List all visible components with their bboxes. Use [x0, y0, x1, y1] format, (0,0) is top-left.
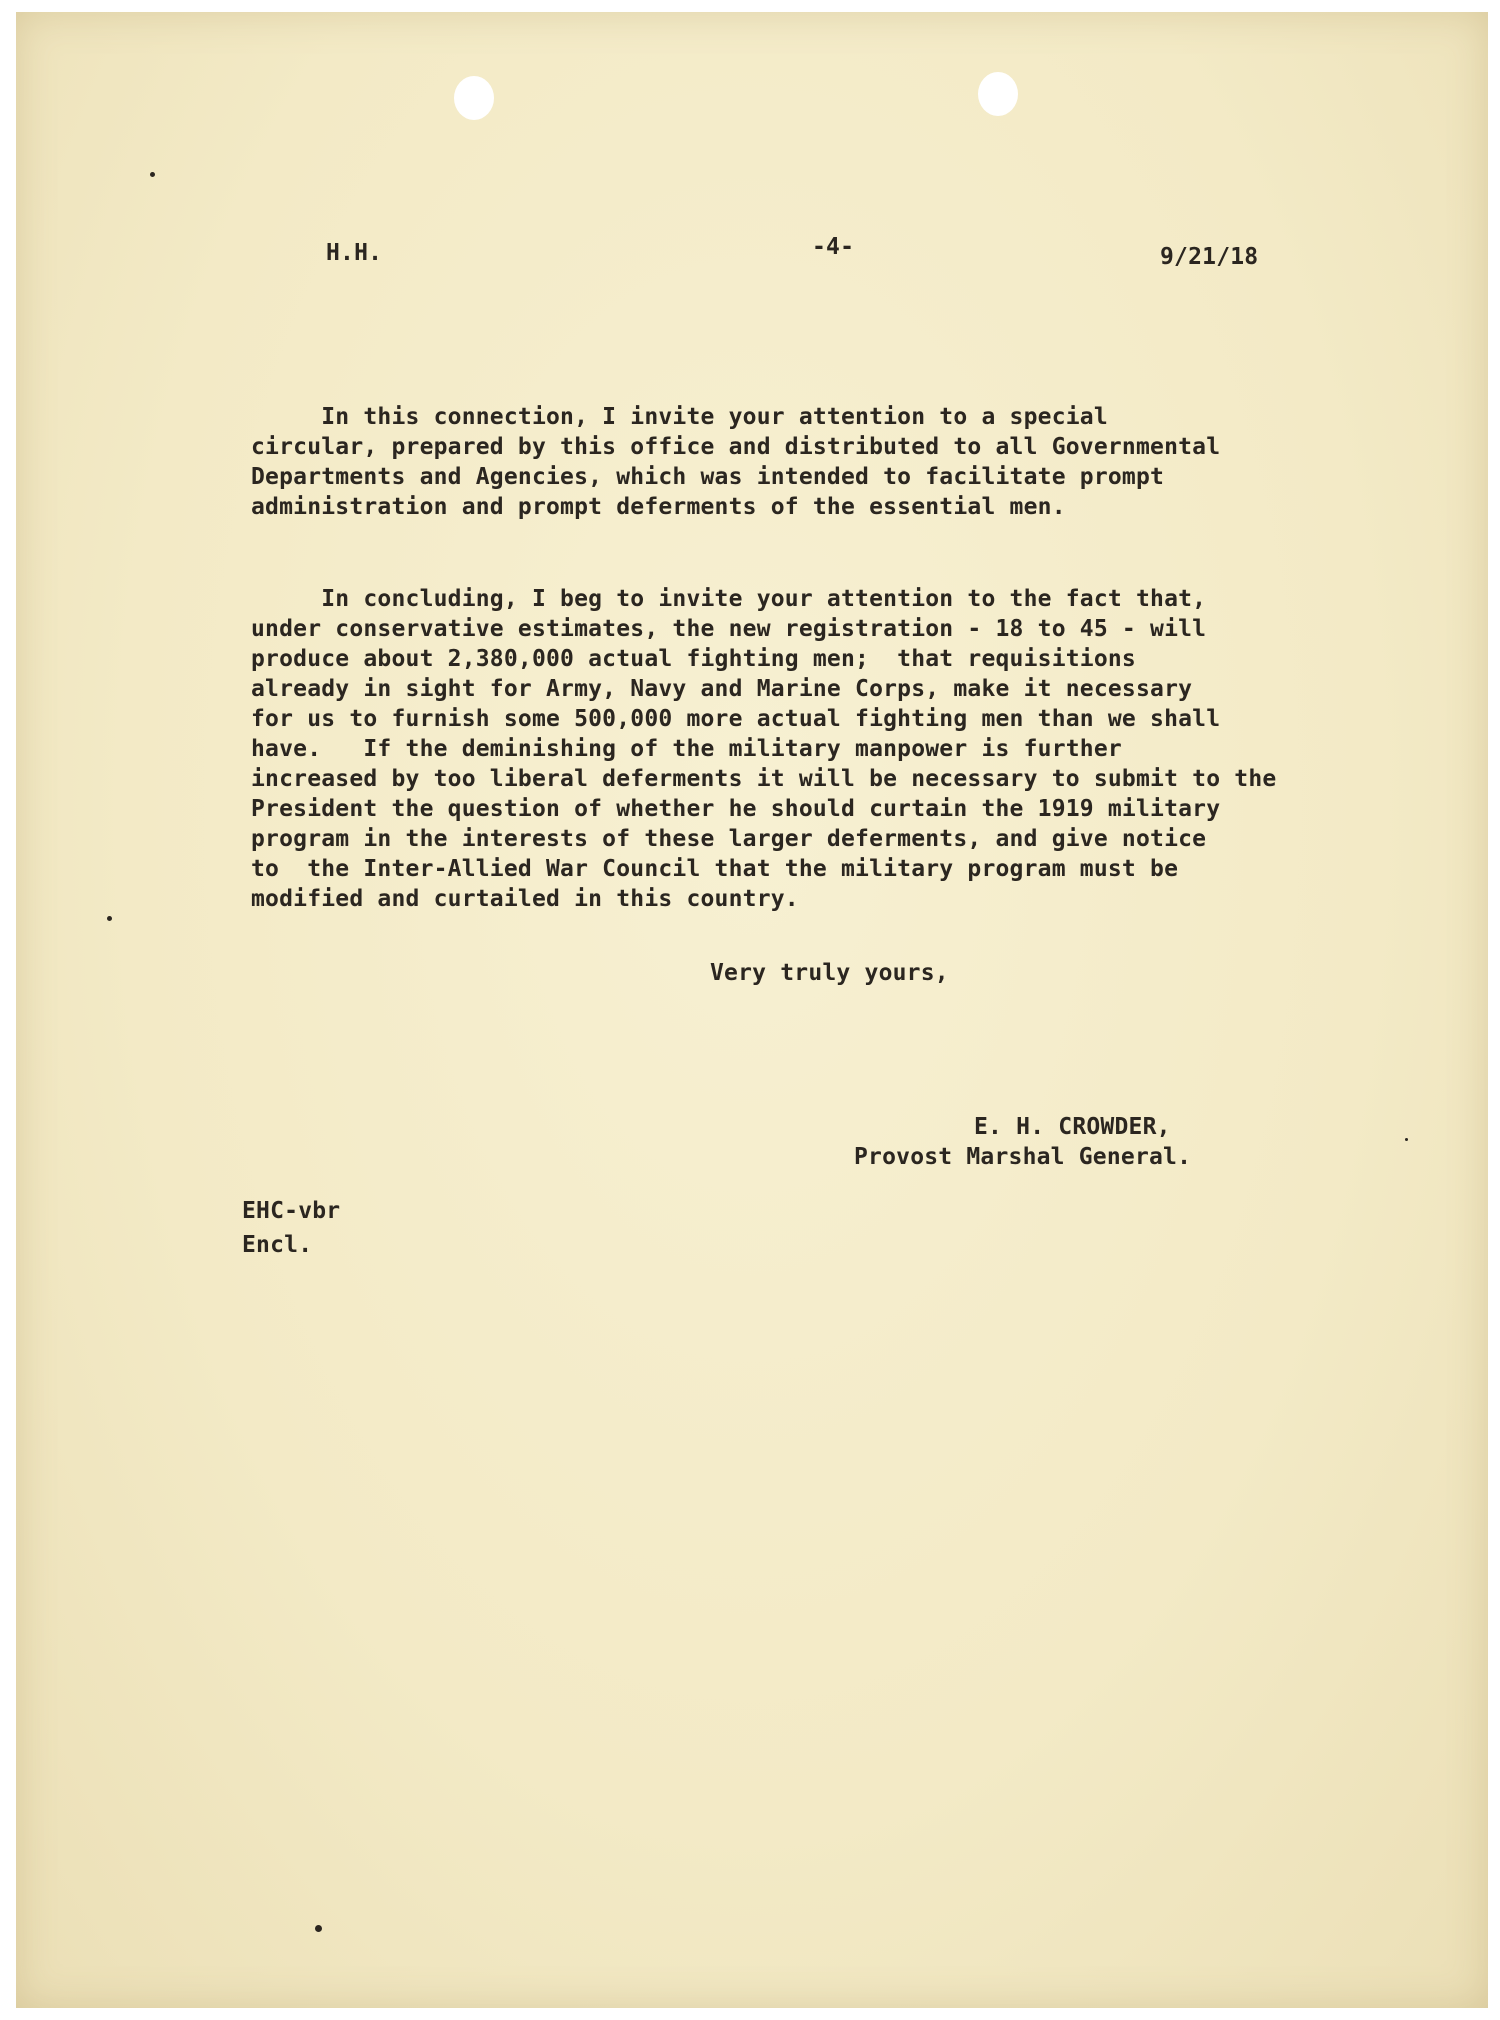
paragraph-line: program in the interests of these larger deferments, and give notice: [251, 826, 1207, 852]
signature-title: Provost Marshal General.: [854, 1144, 1192, 1170]
paragraph-circular: [251, 402, 1391, 522]
signature-name: E. H. CROWDER,: [974, 1114, 1171, 1140]
paragraph-line: produce about 2,380,000 actual fighting men; that requisitions: [251, 646, 1136, 672]
typist-initials: EHC-vbr: [242, 1198, 341, 1224]
paragraph-line: modified and curtailed in this country.: [251, 886, 799, 912]
paper-speck: [150, 172, 155, 177]
paragraph-line: already in sight for Army, Navy and Marine Corps, make it necessary: [251, 676, 1193, 702]
paragraph-line: In concluding, I beg to invite your attention to the fact that,: [251, 586, 1207, 612]
header-initials: H.H.: [326, 240, 383, 266]
paragraph-line: Departments and Agencies, which was intended to facilitate prompt: [251, 464, 1165, 490]
paragraph-line: for us to furnish some 500,000 more actual fighting men than we shall: [251, 706, 1221, 732]
paragraph-line: administration and prompt deferments of the essential men.: [251, 494, 1066, 520]
paragraph-line: In this connection, I invite your attention to a special: [251, 404, 1108, 430]
paragraph-line: under conservative estimates, the new registration - 18 to 45 - will: [251, 616, 1207, 642]
paragraph-concluding: [251, 584, 1391, 914]
paper-speck: [107, 916, 112, 921]
letter-date: 9/21/18: [1160, 244, 1259, 270]
document-page: [16, 12, 1488, 2008]
paragraph-line: President the question of whether he should curtain the 1919 military: [251, 796, 1221, 822]
paragraph-line: circular, prepared by this office and distributed to all Governmental: [251, 434, 1221, 460]
paragraph-line: to the Inter-Allied War Council that the military program must be: [251, 856, 1179, 882]
enclosure-note: Encl.: [242, 1232, 313, 1258]
punch-hole-left: [454, 76, 494, 120]
paragraph-line: have. If the deminishing of the military manpower is further: [251, 736, 1122, 762]
paper-speck: [1405, 1138, 1408, 1141]
page-number: -4-: [812, 234, 855, 260]
paper-speck: [315, 1925, 322, 1932]
punch-hole-right: [978, 72, 1018, 116]
closing-salutation: Very truly yours,: [710, 960, 949, 986]
paragraph-line: increased by too liberal deferments it will be necessary to submit to the: [251, 766, 1277, 792]
